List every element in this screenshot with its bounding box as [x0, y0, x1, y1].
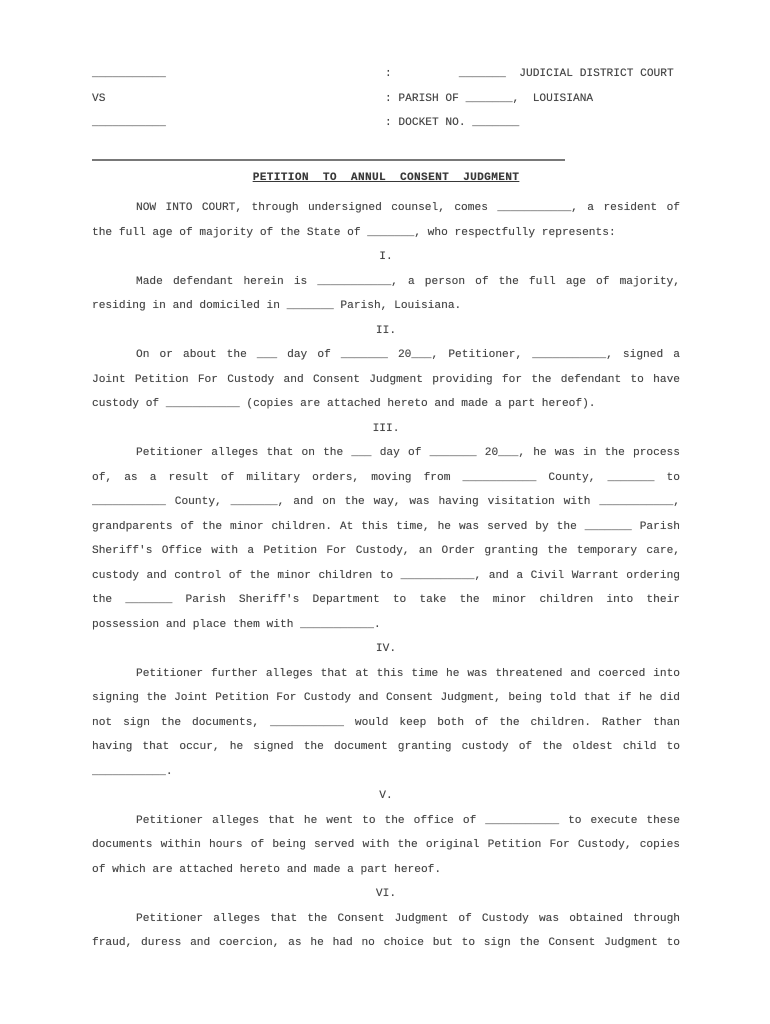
paragraph-line: ___________.	[92, 765, 173, 778]
plaintiff-name-blank: ___________	[92, 68, 166, 80]
paragraph-line: documents within hours of being served with the original Petition For Custody, copies	[92, 839, 680, 851]
paragraph-line: custody and control of the minor children to ___________, and a Civil Warrant ordering	[92, 569, 680, 582]
document-title: PETITION TO ANNUL CONSENT JUDGMENT	[252, 171, 520, 184]
paragraph-line: the full age of majority of the State of _______, who respectfully represents:	[92, 226, 616, 239]
caption-row-defendant	[92, 111, 680, 136]
caption-row-plaintiff	[92, 62, 680, 87]
case-caption	[92, 62, 680, 136]
section-number: V.	[379, 790, 393, 802]
paragraph-line: signing the Joint Petition For Custody and Consent Judgment, being told that if he did	[92, 692, 680, 704]
paragraph-line: Joint Petition For Custody and Consent Judgment providing for the defendant to have	[92, 373, 680, 386]
paragraph-line: not sign the documents, ___________ would keep both of the children. Rather than	[92, 716, 680, 729]
judicial-district-court-line: : _______ JUDICIAL DISTRICT COURT	[385, 68, 674, 80]
page-content	[92, 62, 680, 956]
caption-divider-line	[92, 159, 565, 161]
document-body	[92, 196, 680, 956]
section-number: III.	[372, 422, 400, 435]
caption-row-versus	[92, 87, 680, 112]
paragraph-line: Made defendant herein is ___________, a person of the full age of majority,	[136, 275, 680, 288]
paragraph-line: residing in and domiciled in _______ Parish, Louisiana.	[92, 300, 462, 312]
paragraph-line: possession and place them with ___________.	[92, 618, 381, 631]
paragraph-line: ___________ County, _______, and on the way, was having visitation with ___________,	[92, 496, 680, 508]
paragraph-line: of which are attached hereto and made a part hereof.	[92, 863, 442, 876]
paragraph-line: Sheriff's Office with a Petition For Custody, an Order granting the temporary care,	[92, 545, 680, 557]
docket-number-line: : DOCKET NO. _______	[385, 117, 520, 129]
paragraph-line: the _______ Parish Sheriff's Department to take the minor children into their	[92, 594, 680, 606]
paragraph-line: of, as a result of military orders, moving from ___________ County, _______ to	[92, 471, 680, 484]
section-number: VI.	[375, 888, 397, 900]
versus-label: VS	[92, 92, 106, 105]
paragraph-line: fraud, duress and coercion, as he had no choice but to sign the Consent Judgment to	[92, 937, 680, 949]
section-number: IV.	[375, 643, 397, 655]
section-number: II.	[375, 324, 397, 337]
paragraph-line: Petitioner alleges that he went to the office of ___________ to execute these	[136, 814, 680, 827]
paragraph-line: custody of ___________ (copies are attached hereto and made a part hereof).	[92, 398, 596, 410]
paragraph-line: On or about the ___ day of _______ 20___, Petitioner, ___________, signed a	[136, 349, 680, 361]
paragraph-line: Petitioner alleges that on the ___ day of _______ 20___, he was in the process	[136, 447, 680, 459]
paragraph-line: Petitioner alleges that the Consent Judgment of Custody was obtained through	[136, 912, 680, 925]
parish-line: : PARISH OF _______, LOUISIANA	[385, 92, 594, 105]
paragraph-line: having that occur, he signed the document granting custody of the oldest child to	[92, 741, 680, 753]
paragraph-line: grandparents of the minor children. At this time, he was served by the _______ Parish	[92, 520, 680, 533]
paragraph-line: NOW INTO COURT, through undersigned counsel, comes ___________, a resident of	[136, 202, 680, 214]
defendant-name-blank: ___________	[92, 117, 166, 129]
section-number: I.	[379, 251, 393, 263]
paragraph-line: Petitioner further alleges that at this time he was threatened and coerced into	[136, 667, 680, 680]
